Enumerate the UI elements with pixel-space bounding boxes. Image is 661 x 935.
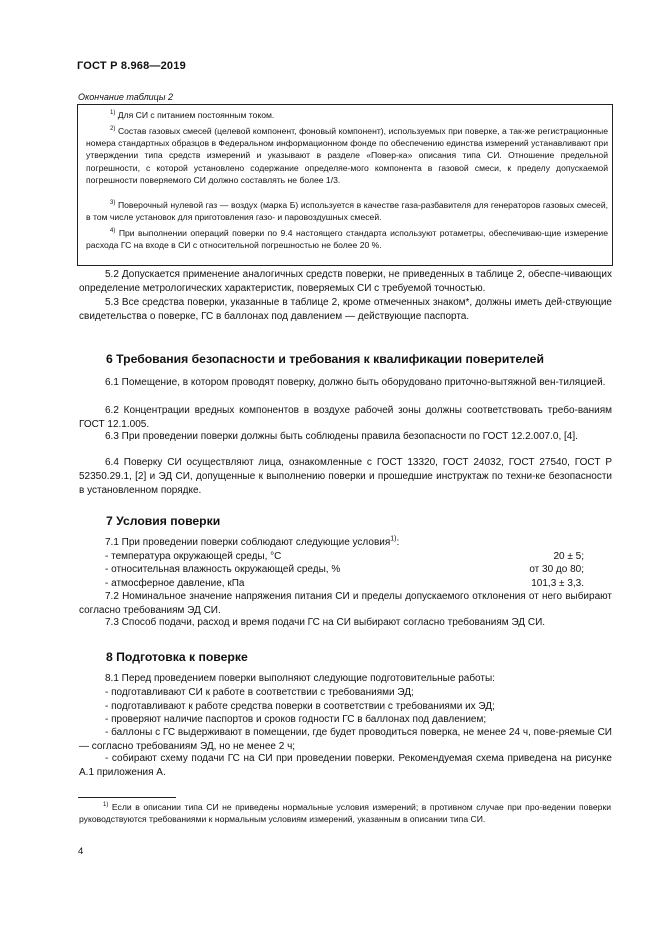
section-8-title: 8 Подготовка к поверке	[106, 650, 248, 664]
table-note-4: $^{4)}$ При выполнении операций поверки по 9.4 настоящего стандарта используют ротаметры, обеспечиваю-щие измерение расхода ГС на входе в СИ с относительной погрешностью не более 20 %.	[86, 228, 608, 251]
paragraph-7-1: 7.1 При проведении поверки соблюдают следующие условия$^{1)}$:	[105, 535, 400, 548]
paragraph-6-3: 6.3 При проведении поверки должны быть соблюдены правила безопасности по ГОСТ 12.2.007.0, [4].	[105, 431, 578, 442]
condition-temperature: - температура окружающей среды, °С 20 ± 5;	[105, 551, 584, 562]
table-note-3: $^{3)}$ Поверочный нулевой газ — воздух (марка Б) используется в качестве газа-разбавителя для генераторов газовых смесей, в том числе установок для приготовления газо- и паровоздушных смесей.	[86, 200, 609, 223]
paragraph-7-3: 7.3 Способ подачи, расход и время подачи ГС на СИ выбирают согласно требованиям ЭД СИ.	[105, 617, 546, 628]
footnote: $^{1)}$ Если в описании типа СИ не приведены нормальные условия измерений; в противном случае при про-ведении поверки руководствуются требованиями к нормальным условиям измерений, указанным в описании типа СИ.	[79, 802, 612, 825]
condition-pressure: - атмосферное давление, кПа 101,3 ± 3,3.	[105, 578, 584, 589]
page-number: 4	[78, 846, 84, 857]
paragraph-5-2: 5.2 Допускается применение аналогичных средств поверки, не приведенных в таблице 2, обеспе-чивающих определение метрологических характеристик, поверяемых СИ с требуемой точностью.	[79, 269, 612, 295]
paragraph-6-1: 6.1 Помещение, в котором проводят поверку, должно быть оборудовано приточно-вытяжной вен-тиляцией.	[105, 377, 606, 388]
paragraph-5-3: 5.3 Все средства поверки, указанные в таблице 2, кроме отмеченных знаком*, должны иметь дей-ствующие свидетельства о поверке, ГС в баллонах под давлением — действующие паспорта.	[79, 297, 612, 323]
table-caption: Окончание таблицы 2	[78, 92, 173, 102]
paragraph-8-1: 8.1 Перед проведением поверки выполняют следующие подготовительные работы:	[105, 673, 495, 684]
list-item: - подготавливают к работе средства поверки в соответствии с требованиями их ЭД;	[105, 701, 495, 712]
list-item: - собирают схему подачи ГС на СИ при проведении поверки. Рекомендуемая схема приведена на рисунке А.1 приложения А.	[79, 753, 612, 779]
condition-humidity: - относительная влажность окружающей среды, % от 30 до 80;	[105, 564, 584, 575]
list-item: - подготавливают СИ к работе в соответствии с требованиями ЭД;	[105, 687, 414, 698]
footnote-separator	[78, 797, 176, 798]
table-note-2: $^{2)}$ Состав газовых смесей (целевой компонент, фоновый компонент), используемых при поверке, а так-же регистрационные номера стандартных образцов в Федеральном информационном фонде по обеспечению единства измерений устанавливают при утверждении типа средств измерений и указывают в разделе «Повер-ка» описания типа СИ. Отношение предельной погрешности, с которой установлено содержание определяе-мого компонента в газовой смеси, к пределу допускаемой погрешности поверяемого СИ должно составлять не более 1/3.	[86, 126, 608, 185]
list-item: - проверяют наличие паспортов и сроков годности ГС в баллонах под давлением;	[105, 714, 487, 725]
document-header: ГОСТ Р 8.968—2019	[77, 60, 186, 72]
paragraph-7-2: 7.2 Номинальное значение напряжения питания СИ и пределы допускаемого отклонения от него выбирают согласно требованиям ЭД СИ.	[79, 591, 612, 617]
section-6-title: 6 Требования безопасности и требования к квалификации поверителей	[106, 352, 544, 366]
list-item: - баллоны с ГС выдерживают в помещении, где будет проводиться поверка, не менее 24 ч, пове-ряемые СИ — согласно требованиям ЭД, но не менее 2 ч;	[79, 727, 612, 753]
paragraph-6-4: 6.4 Поверку СИ осуществляют лица, ознакомленные с ГОСТ 13320, ГОСТ 24032, ГОСТ 27540, ГОСТ Р 52350.29.1, [2] и ЭД СИ, допущенные к выполнению поверки и прошедшие инструктаж по техни-ке безопасности в установленном порядке.	[79, 457, 612, 497]
table-note-1: $^{1)}$ Для СИ с питанием постоянным током.	[110, 110, 275, 120]
paragraph-6-2: 6.2 Концентрации вредных компонентов в воздухе рабочей зоны должны соответствовать требо-ваниям ГОСТ 12.1.005.	[79, 405, 612, 431]
section-7-title: 7 Условия поверки	[106, 514, 221, 528]
